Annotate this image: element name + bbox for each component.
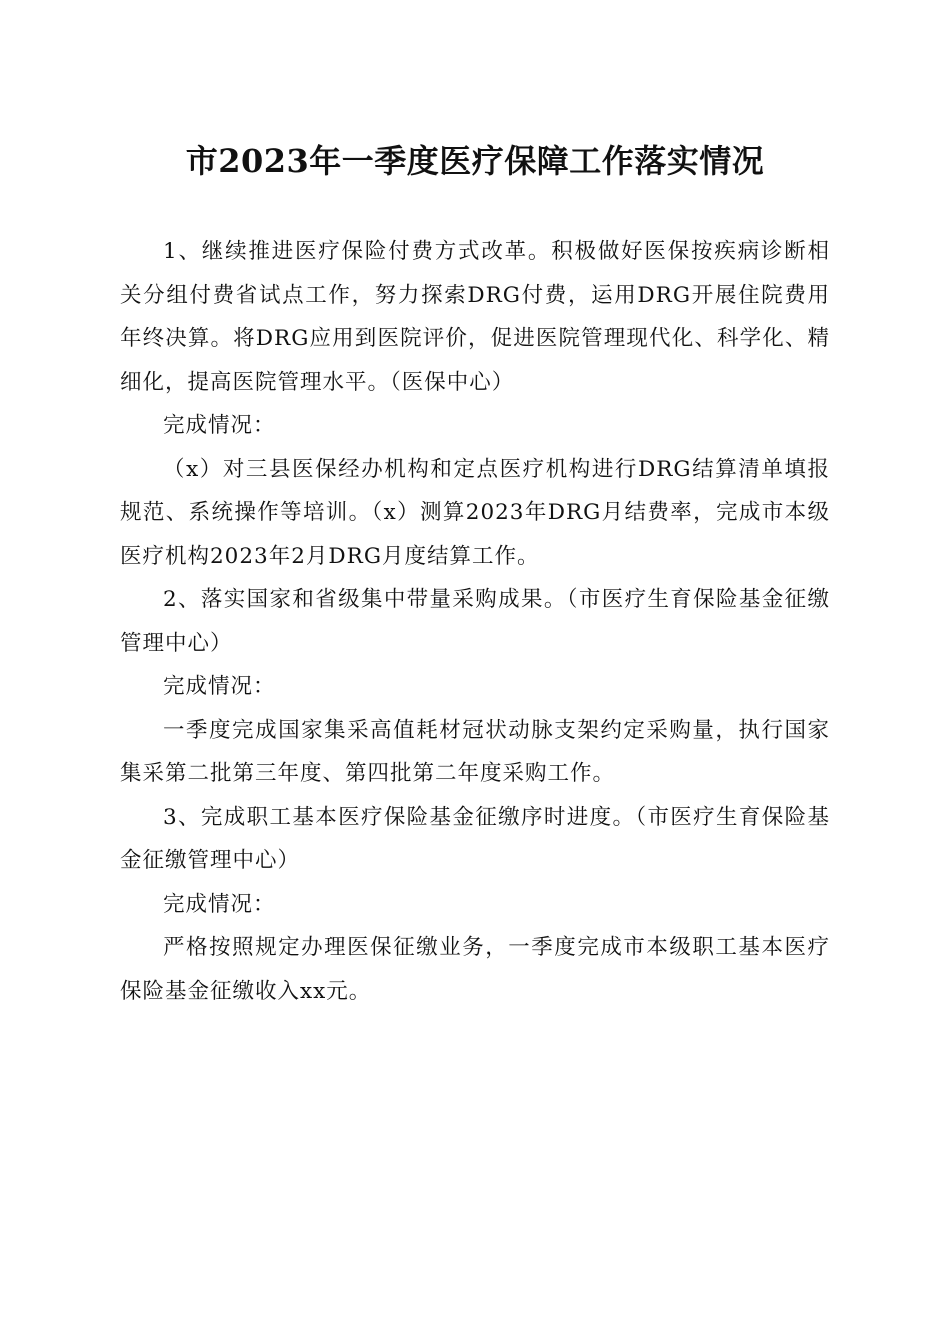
paragraph-item-1-reform: 1、继续推进医疗保险付费方式改革。积极做好医保按疾病诊断相关分组付费省试点工作，努力探索DRG付费，运用DRG开展住院费用年终决算。将DRG应用到医院评价，促进医院管理现代化、科学化、精细化，提高医院管理水平。（医保中心） bbox=[120, 239, 830, 395]
document-body bbox=[120, 230, 830, 1013]
paragraph-item-3-collection: 3、完成职工基本医疗保险基金征缴序时进度。（市医疗生育保险基金征缴管理中心） bbox=[120, 804, 830, 873]
completion-label: 完成情况： bbox=[163, 413, 276, 438]
document-title: 市2023年一季度医疗保障工作落实情况 bbox=[185, 142, 765, 180]
paragraph-item-3-result: 严格按照规定办理医保征缴业务，一季度完成市本级职工基本医疗保险基金征缴收入xx元。 bbox=[120, 935, 830, 1004]
completion-label: 完成情况： bbox=[163, 891, 276, 917]
completion-label: 完成情况： bbox=[163, 674, 276, 699]
paragraph-item-2-result: 一季度完成国家集采高值耗材冠状动脉支架约定采购量，执行国家集采第二批第三年度、第四批第二年度采购工作。 bbox=[120, 717, 830, 786]
paragraph-item-1-result: （x）对三县医保经办机构和定点医疗机构进行DRG结算清单填报规范、系统操作等培训。（x）测算2023年DRG月结费率，完成市本级医疗机构2023年2月DRG月度结算工作。 bbox=[120, 456, 830, 569]
paragraph-item-2-procurement: 2、落实国家和省级集中带量采购成果。（市医疗生育保险基金征缴管理中心） bbox=[120, 587, 830, 656]
